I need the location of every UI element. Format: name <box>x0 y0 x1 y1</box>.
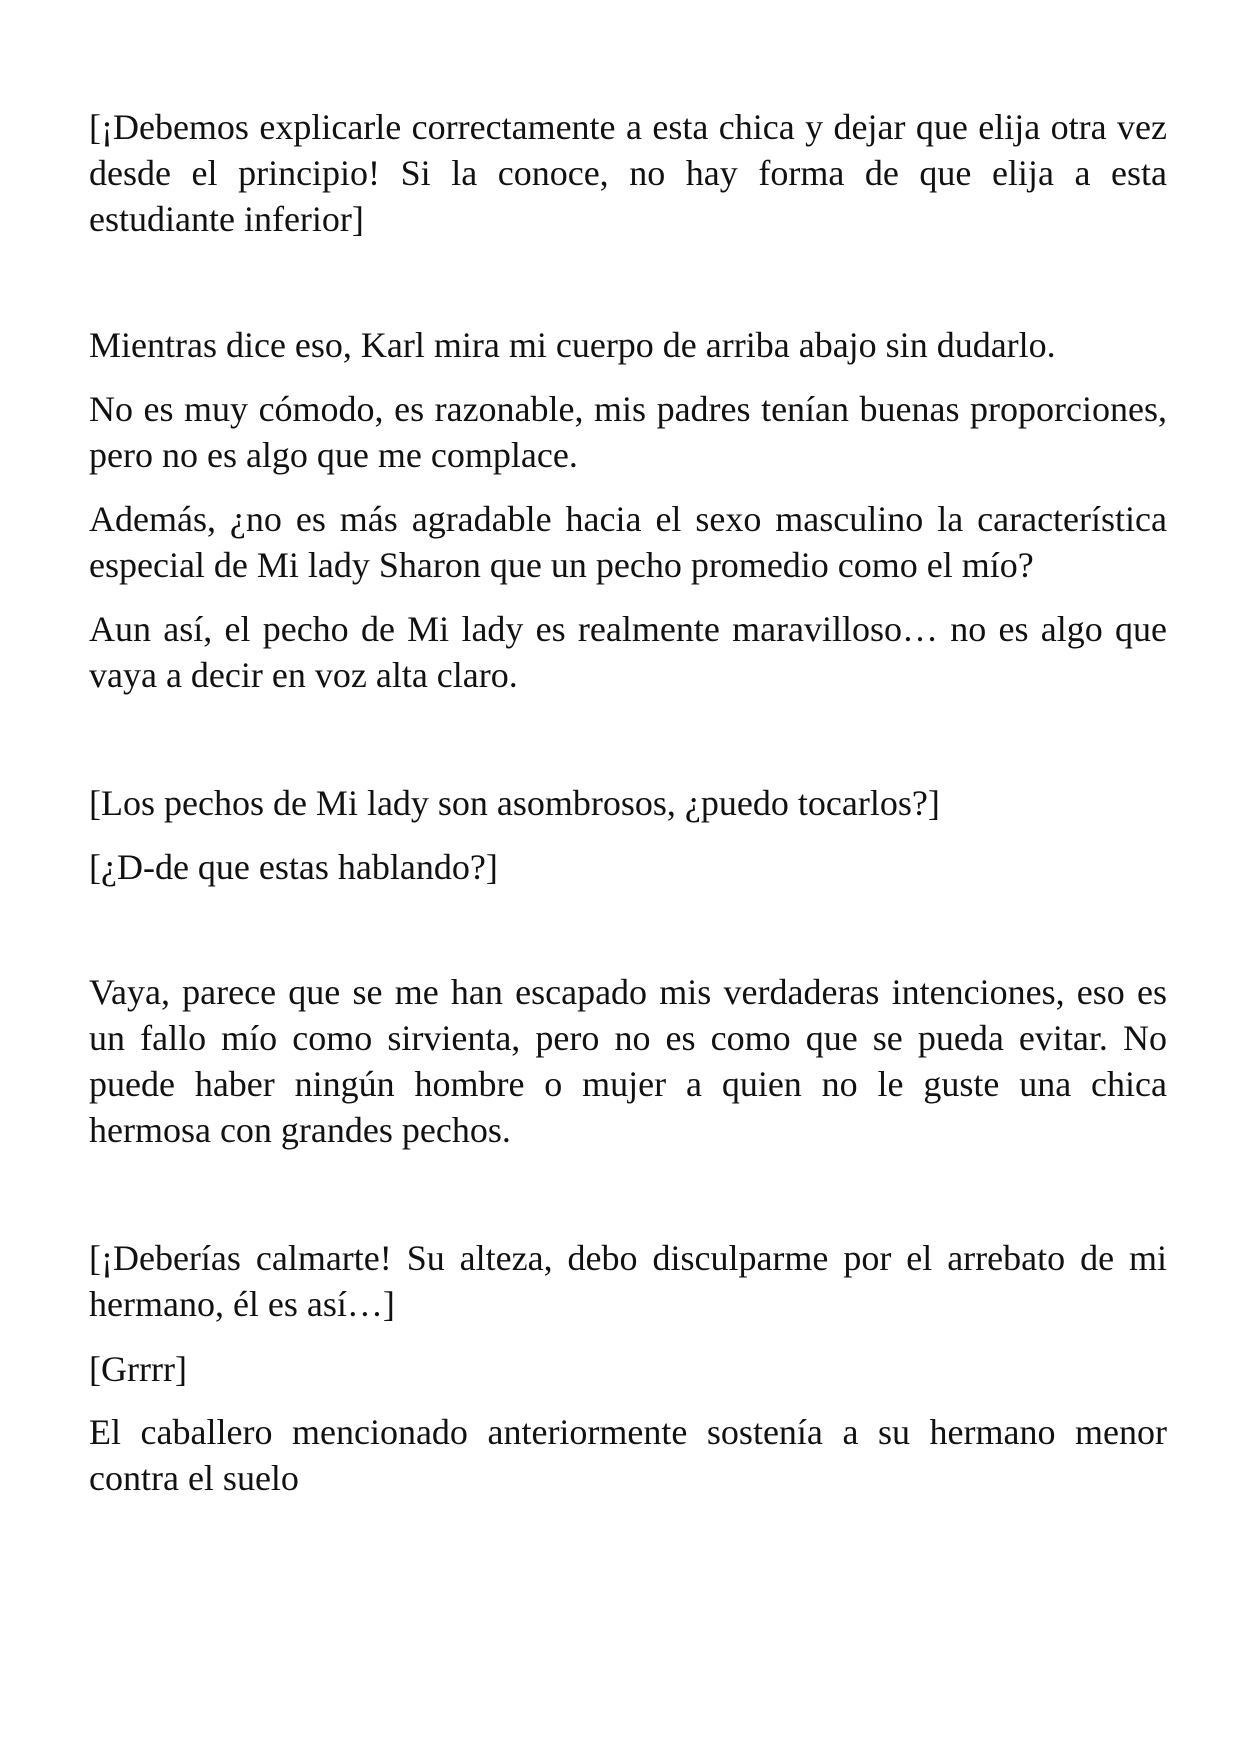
paragraph-2: Mientras dice eso, Karl mira mi cuerpo de arriba abajo sin dudarlo. <box>89 325 1056 365</box>
paragraph-4: Además, ¿no es más agradable hacia el sexo masculino la característica especial de Mi lady Sharon que un pecho promedio como el mío? <box>89 499 1167 585</box>
paragraph-7: [¿D-de que estas hablando?] <box>89 847 498 887</box>
paragraph-11: El caballero mencionado anteriormente sostenía a su hermano menor contra el suelo <box>89 1412 1167 1498</box>
paragraph-3: No es muy cómodo, es razonable, mis padres tenían buenas proporciones, pero no es algo que me complace. <box>89 389 1167 475</box>
paragraph-9: [¡Deberías calmarte! Su alteza, debo disculparme por el arrebato de mi hermano, él es así…] <box>89 1238 1167 1324</box>
paragraph-6: [Los pechos de Mi lady son asombrosos, ¿puedo tocarlos?] <box>89 783 940 823</box>
paragraph-1: [¡Debemos explicarle correctamente a esta chica y dejar que elija otra vez desde el principio! Si la conoce, no hay forma de que elija a esta estudiante inferior] <box>89 107 1167 239</box>
paragraph-5: Aun así, el pecho de Mi lady es realmente maravilloso… no es algo que vaya a decir en voz alta claro. <box>89 609 1167 695</box>
paragraph-8: Vaya, parece que se me han escapado mis verdaderas intenciones, eso es un fallo mío como sirvienta, pero no es como que se pueda evitar. No puede haber ningún hombre o mujer a quien no le guste una chica hermosa con grandes pechos. <box>89 972 1167 1150</box>
paragraph-10: [Grrrr] <box>89 1349 187 1389</box>
